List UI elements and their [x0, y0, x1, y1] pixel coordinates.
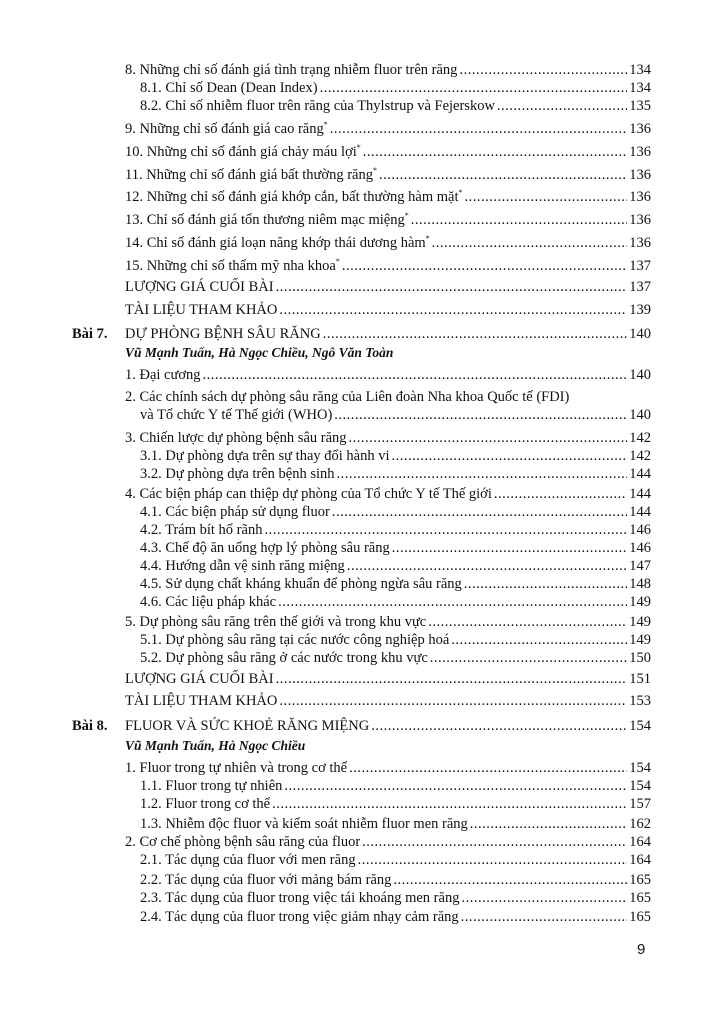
toc-entry: 10. Những chỉ số đánh giá chảy máu lợi* ..... 136	[125, 144, 651, 161]
toc-entry: 1. Fluor trong tự nhiên và trong cơ thể ..... 154	[125, 760, 651, 777]
toc-entry: 2.4. Tác dụng của fluor trong việc giảm nhạy cảm răng ..... 165	[140, 909, 651, 926]
toc-entry: 1.3. Nhiễm độc fluor và kiểm soát nhiễm fluor men răng ..... 162	[140, 816, 651, 833]
toc-entry: 11. Những chỉ số đánh giá bất thường răng* ..... 136	[125, 167, 651, 184]
toc-entry: 3.2. Dự phòng dựa trên bệnh sinh ..... 144	[140, 466, 651, 483]
toc-entry: 2. Các chính sách dự phòng sâu răng của Liên đoàn Nha khoa Quốc tế (FDI)	[125, 389, 570, 405]
toc-entry: 3. Chiến lược dự phòng bệnh sâu răng ..... 142	[125, 430, 651, 447]
lesson-authors: Vũ Mạnh Tuấn, Hà Ngọc Chiều, Ngô Văn Toàn	[125, 345, 394, 360]
toc-entry: 15. Những chỉ số thẩm mỹ nha khoa* ..... 137	[125, 258, 651, 275]
lesson-title: DỰ PHÒNG BỆNH SÂU RĂNG ..... 140	[125, 326, 651, 343]
toc-entry: 13. Chỉ số đánh giá tổn thương niêm mạc miệng* ..... 136	[125, 212, 651, 229]
toc-entry: 4.4. Hướng dẫn vệ sinh răng miệng ..... 147	[140, 558, 651, 575]
toc-entry: 2.3. Tác dụng của fluor trong việc tái khoáng men răng ..... 165	[140, 890, 651, 907]
toc-entry: 8.2. Chỉ số nhiễm fluor trên răng của Thylstrup và Fejerskow ..... 135	[140, 98, 651, 115]
toc-entry: TÀI LIỆU THAM KHẢO ..... 139	[125, 302, 651, 319]
toc-entry: 4.5. Sử dụng chất kháng khuẩn để phòng ngừa sâu răng ..... 148	[140, 576, 651, 593]
toc-entry: 1. Đại cương ..... 140	[125, 367, 651, 384]
toc-entry: TÀI LIỆU THAM KHẢO ..... 153	[125, 693, 651, 710]
lesson-label: Bài 7.	[72, 326, 108, 342]
toc-entry: 5.2. Dự phòng sâu răng ở các nước trong khu vực ..... 150	[140, 650, 651, 667]
lesson-label: Bài 8.	[72, 718, 108, 734]
toc-entry: 1.2. Fluor trong cơ thể ..... 157	[140, 796, 651, 813]
toc-entry: 4.2. Trám bít hố rãnh ..... 146	[140, 522, 651, 539]
toc-entry: 5. Dự phòng sâu răng trên thế giới và trong khu vực ..... 149	[125, 614, 651, 631]
toc-entry: 4.1. Các biện pháp sử dụng fluor ..... 144	[140, 504, 651, 521]
toc-entry: 1.1. Fluor trong tự nhiên ..... 154	[140, 778, 651, 795]
toc-entry: 5.1. Dự phòng sâu răng tại các nước công nghiệp hoá ..... 149	[140, 632, 651, 649]
page-number: 9	[637, 941, 646, 958]
toc-entry: 2.2. Tác dụng của fluor với mảng bám răng ..... 165	[140, 872, 651, 889]
toc-entry: 9. Những chỉ số đánh giá cao răng* ..... 136	[125, 121, 651, 138]
toc-entry: 14. Chỉ số đánh giá loạn năng khớp thái dương hàm* ..... 136	[125, 235, 651, 252]
toc-entry: 3.1. Dự phòng dựa trên sự thay đổi hành vi ..... 142	[140, 448, 651, 465]
toc-entry: 2.1. Tác dụng của fluor với men răng ..... 164	[140, 852, 651, 869]
toc-entry: 8.1. Chỉ số Dean (Dean Index) ..... 134	[140, 80, 651, 97]
toc-entry: 8. Những chỉ số đánh giá tình trạng nhiễm fluor trên răng ..... 134	[125, 62, 651, 79]
toc-entry: 4.3. Chế độ ăn uống hợp lý phòng sâu răng ..... 146	[140, 540, 651, 557]
toc-entry: LƯỢNG GIÁ CUỐI BÀI ..... 151	[125, 671, 651, 688]
toc-entry: LƯỢNG GIÁ CUỐI BÀI ..... 137	[125, 279, 651, 296]
toc-entry: 2. Cơ chế phòng bệnh sâu răng của fluor ..... 164	[125, 834, 651, 851]
toc-entry: 4. Các biện pháp can thiệp dự phòng của Tổ chức Y tế Thế giới ..... 144	[125, 486, 651, 503]
lesson-title: FLUOR VÀ SỨC KHOẺ RĂNG MIỆNG ..... 154	[125, 718, 651, 735]
toc-entry: 12. Những chỉ số đánh giá khớp cắn, bất thường hàm mặt* ..... 136	[125, 189, 651, 206]
toc-entry-continuation: và Tổ chức Y tế Thế giới (WHO) ..... 140	[140, 407, 651, 424]
toc-entry: 4.6. Các liệu pháp khác ..... 149	[140, 594, 651, 611]
lesson-authors: Vũ Mạnh Tuấn, Hà Ngọc Chiều	[125, 738, 306, 753]
